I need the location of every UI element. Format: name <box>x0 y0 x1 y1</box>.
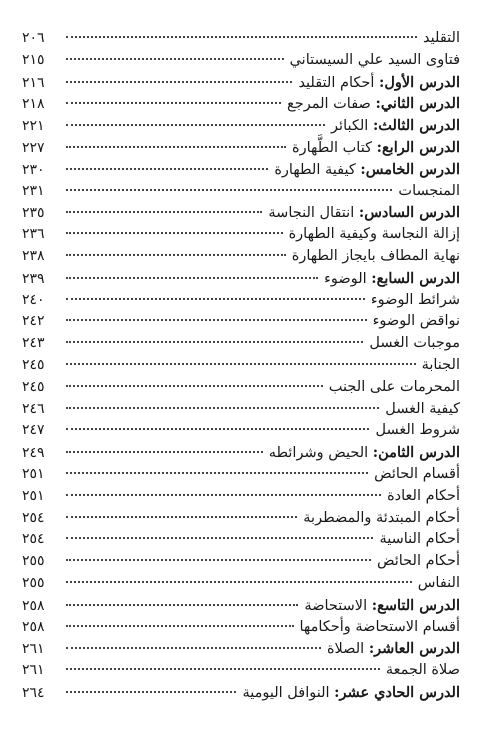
toc-entry-title <box>385 399 460 421</box>
dot-leader <box>66 559 371 561</box>
toc-entry[interactable] <box>22 224 460 246</box>
toc-page-number: ٢٤٦ <box>22 400 45 417</box>
dot-leader <box>66 102 281 104</box>
toc-page-number: ٢٣٩ <box>22 270 45 287</box>
dot-leader <box>66 58 284 60</box>
toc-lesson-label: الدرس الثالث: <box>372 117 460 135</box>
toc-entry[interactable] <box>22 93 460 115</box>
toc-page-number: ٢١٦ <box>22 74 45 91</box>
toc-entry-title <box>331 115 460 138</box>
toc-lesson-label: الدرس الثامن: <box>372 444 460 462</box>
toc-topic-label: الاستحاضة <box>304 597 372 614</box>
toc-entry[interactable] <box>22 28 460 50</box>
toc-page-number: ٢٥١ <box>22 487 45 504</box>
toc-topic-label: الحيض وشرائطه <box>268 445 373 462</box>
toc-topic-label: أحكام التقليد <box>298 74 379 91</box>
toc-lesson-label: الدرس الخامس: <box>360 160 460 178</box>
toc-page-number: ٢٤٩ <box>22 445 45 462</box>
toc-page-number: ٢٢١ <box>22 118 45 135</box>
toc-page-number: ٢١٨ <box>22 96 45 113</box>
toc-lesson-label: الدرس الحادي عشر: <box>334 683 460 701</box>
toc-entry-title <box>274 159 460 182</box>
toc-entry-title <box>386 660 460 682</box>
toc-entry-title <box>292 246 460 268</box>
dot-leader <box>66 472 368 474</box>
toc-entry[interactable] <box>22 464 460 486</box>
dot-leader <box>66 494 381 496</box>
toc-page-number: ٢٤٠ <box>22 291 45 308</box>
toc-entry-title <box>327 638 460 661</box>
toc-entry-title <box>329 377 460 399</box>
toc-entry-title <box>304 595 460 618</box>
toc-page-number: ٢٥٨ <box>22 618 45 635</box>
toc-lesson-label: الدرس السابع: <box>371 269 460 287</box>
toc-entry[interactable] <box>22 311 460 333</box>
toc-lesson-label: الدرس الرابع: <box>376 138 460 156</box>
toc-page-number: ٢٣٠ <box>22 161 45 178</box>
toc-entry[interactable] <box>22 290 460 312</box>
toc-topic-label: نهاية المطاف بايجاز الطهارة <box>291 247 460 264</box>
toc-topic-label: المنجسات <box>398 182 460 199</box>
dot-leader <box>66 625 294 627</box>
toc-topic-label: أحكام الناسية <box>379 531 460 548</box>
dot-leader <box>66 298 365 300</box>
toc-page-number: ٢٤٣ <box>22 335 45 352</box>
toc-topic-label: النفاس <box>417 574 460 591</box>
toc-page-number: ٢٥٤ <box>22 531 45 548</box>
toc-page-number: ٢٤٥ <box>22 356 45 373</box>
toc-entry-title <box>374 464 460 486</box>
dot-leader <box>66 124 325 126</box>
dot-leader <box>66 341 363 343</box>
toc-entry[interactable] <box>22 508 460 530</box>
dot-leader <box>66 168 268 170</box>
toc-page-number: ٢٠٦ <box>22 30 45 46</box>
toc-page-number: ٢٥٥ <box>22 553 45 570</box>
toc-entry-title <box>242 682 460 705</box>
toc-topic-label: كتاب الطَّهارة <box>292 139 377 156</box>
toc-entry[interactable] <box>22 377 460 399</box>
toc-page-number: ٢٦١ <box>22 641 45 658</box>
dot-leader <box>66 277 318 279</box>
toc-entry-title <box>373 311 460 333</box>
toc-entry-title <box>379 529 460 551</box>
toc-entry[interactable] <box>22 638 460 660</box>
toc-topic-label: كيفية الغسل <box>385 400 460 417</box>
toc-page-number: ٢٦٤ <box>22 684 45 701</box>
toc-topic-label: نواقض الوضوء <box>372 313 460 330</box>
toc-topic-label: شروط الغسل <box>375 422 460 439</box>
toc-entry-title <box>268 202 460 225</box>
toc-entry-title <box>287 93 460 116</box>
toc-entry-title <box>269 442 460 465</box>
toc-entry-title <box>375 420 460 442</box>
dot-leader <box>66 232 283 234</box>
toc-lesson-label: الدرس الأول: <box>379 73 460 91</box>
dot-leader <box>66 81 292 83</box>
dot-leader <box>66 691 236 693</box>
toc-page-number: ٢٥٨ <box>22 597 45 614</box>
toc-entry[interactable] <box>22 682 460 704</box>
toc-page-number: ٢٢٧ <box>22 139 45 156</box>
toc-entry[interactable] <box>22 159 460 181</box>
toc-entry[interactable] <box>22 355 460 377</box>
toc-entry[interactable] <box>22 442 460 464</box>
dot-leader <box>66 36 417 38</box>
toc-entry-title <box>418 573 460 595</box>
toc-entry-title <box>303 508 460 530</box>
toc-entry[interactable] <box>22 115 460 137</box>
toc-entry-title <box>377 551 460 573</box>
toc-entry[interactable] <box>22 50 460 72</box>
table-of-contents <box>22 28 460 704</box>
dot-leader <box>66 363 416 365</box>
toc-topic-label: الجنابة <box>421 356 460 373</box>
dot-leader <box>66 451 263 453</box>
dot-leader <box>66 211 262 213</box>
toc-entry[interactable] <box>22 202 460 224</box>
toc-topic-label: صلاة الجمعة <box>385 662 460 679</box>
toc-topic-label: موجبات الغسل <box>369 335 460 352</box>
dot-leader <box>66 146 286 148</box>
toc-page-number: ٢٤٧ <box>22 422 45 439</box>
toc-page-number: ٢٤٥ <box>22 378 45 395</box>
dot-leader <box>66 385 323 387</box>
toc-entry-title <box>289 224 460 246</box>
toc-entry[interactable] <box>22 551 460 573</box>
toc-lesson-label: الدرس السادس: <box>358 204 460 222</box>
dot-leader <box>66 604 298 606</box>
toc-topic-label: أقسام الاستحاضة وأحكامها <box>299 618 460 635</box>
toc-entry[interactable] <box>22 617 460 639</box>
toc-entry-title <box>398 181 460 203</box>
toc-page-number: ٢٤٢ <box>22 313 45 330</box>
dot-leader <box>66 581 412 583</box>
toc-entry-title <box>369 333 460 355</box>
toc-page-number: ٢٥١ <box>22 465 45 482</box>
toc-entry-title <box>371 290 460 312</box>
toc-page-number: ٢١٥ <box>22 51 45 68</box>
toc-topic-label: فتاوى السيد علي السيستاني <box>289 51 460 68</box>
toc-page-number: ٢٣٥ <box>22 205 45 222</box>
toc-lesson-label: الدرس العاشر: <box>368 640 460 658</box>
toc-topic-label: انتقال النجاسة <box>268 205 359 222</box>
toc-entry-title <box>422 355 460 377</box>
toc-topic-label: النوافل اليومية <box>242 684 335 701</box>
toc-lesson-label: الدرس الثاني: <box>375 95 460 113</box>
toc-page-number: ٢٦١ <box>22 662 45 679</box>
dot-leader <box>66 319 367 321</box>
toc-topic-label: صفات المرجع <box>287 96 376 113</box>
toc-entry[interactable] <box>22 399 460 421</box>
toc-entry[interactable] <box>22 181 460 203</box>
toc-entry[interactable] <box>22 529 460 551</box>
toc-entry[interactable] <box>22 660 460 682</box>
toc-topic-label: المحرمات على الجنب <box>328 378 460 395</box>
dot-leader <box>66 537 373 539</box>
toc-topic-label: أحكام الحائض <box>376 553 460 570</box>
toc-topic-label: إزالة النجاسة وكيفية الطهارة <box>288 226 460 243</box>
toc-entry-title <box>300 617 460 639</box>
dot-leader <box>66 516 297 518</box>
toc-topic-label: الكبائر <box>331 118 373 135</box>
toc-topic-label: الصلاة <box>326 641 369 658</box>
toc-topic-label: التقليد <box>423 30 460 46</box>
toc-page-number: ٢٣٦ <box>22 226 45 243</box>
toc-entry[interactable] <box>22 72 460 94</box>
toc-entry[interactable] <box>22 595 460 617</box>
toc-topic-label: أحكام المبتدئة والمضطربة <box>303 509 460 526</box>
toc-page-number: ٢٣٨ <box>22 247 45 264</box>
toc-topic-label: الوضوء <box>324 270 372 287</box>
toc-entry-title <box>298 72 460 95</box>
toc-entry-title <box>290 50 460 72</box>
toc-entry-title <box>423 28 460 50</box>
dot-leader <box>66 189 392 191</box>
dot-leader <box>66 668 380 670</box>
dot-leader <box>66 428 369 430</box>
toc-topic-label: أحكام العادة <box>387 487 460 504</box>
toc-page-number: ٢٣١ <box>22 182 45 199</box>
toc-lesson-label: الدرس التاسع: <box>371 596 460 614</box>
toc-entry[interactable] <box>22 246 460 268</box>
toc-entry[interactable] <box>22 420 460 442</box>
toc-entry[interactable] <box>22 137 460 159</box>
toc-topic-label: أقسام الحائض <box>374 465 460 482</box>
toc-entry[interactable] <box>22 573 460 595</box>
toc-entry[interactable] <box>22 333 460 355</box>
toc-entry-title <box>324 268 460 291</box>
toc-topic-label: شرائط الوضوء <box>370 291 460 308</box>
toc-page-number: ٢٥٥ <box>22 574 45 591</box>
toc-page-number: ٢٥٤ <box>22 509 45 526</box>
dot-leader <box>66 407 379 409</box>
toc-entry[interactable] <box>22 486 460 508</box>
toc-entry-title <box>292 137 460 160</box>
toc-entry-title <box>387 486 460 508</box>
dot-leader <box>66 254 286 256</box>
toc-entry[interactable] <box>22 268 460 290</box>
toc-topic-label: كيفية الطهارة <box>274 161 361 178</box>
dot-leader <box>66 647 321 649</box>
